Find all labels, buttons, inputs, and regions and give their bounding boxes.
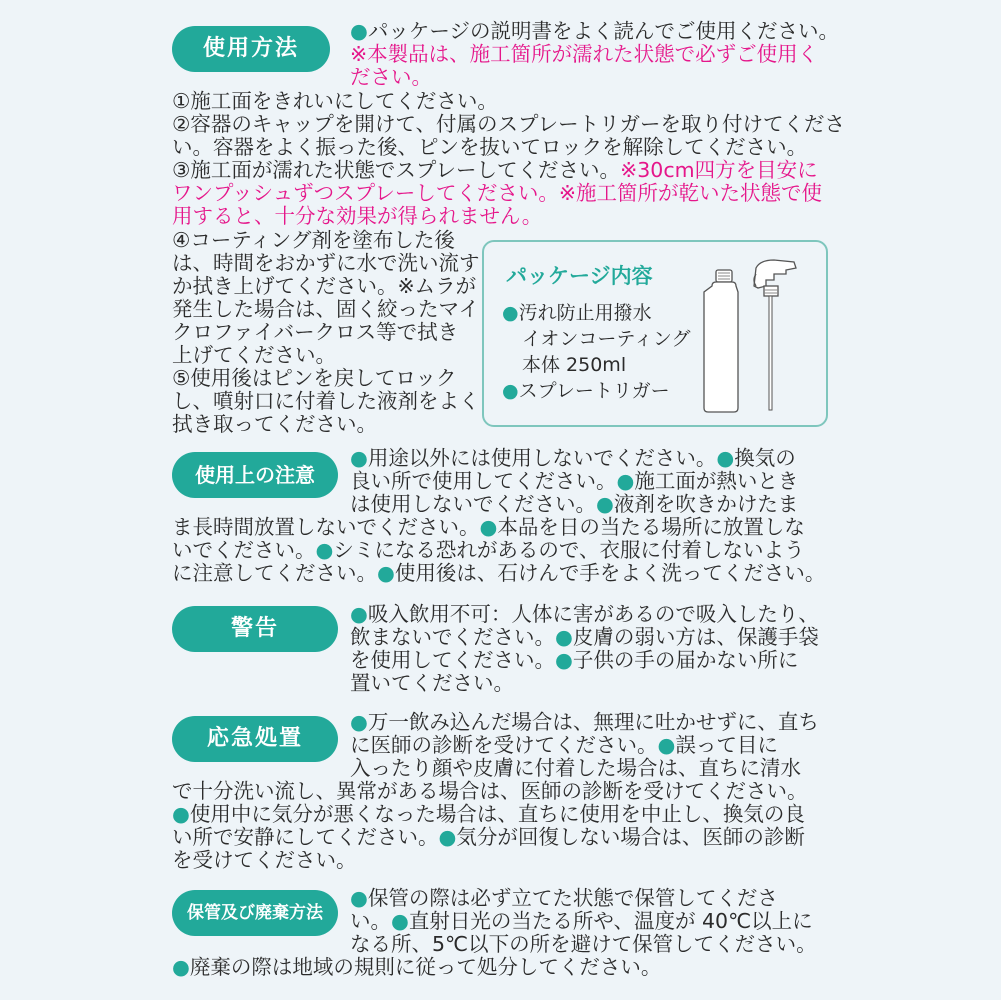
warning-line-2: 飲まないでください。●皮膚の弱い方は、保護手袋 [350, 625, 819, 649]
bullet-icon: ● [438, 825, 457, 849]
usage-step-3c: 用すると、十分な効果が得られません。 [172, 204, 543, 228]
warning-heading: 警告 [172, 606, 338, 652]
first-aid-heading: 応急処置 [172, 716, 338, 762]
first-aid-line-4: で十分洗い流し、異常がある場合は、医師の診断を受けてください。 [172, 779, 808, 803]
cautions-line-1: ●用途以外には使用しないでください。●換気の [350, 446, 796, 470]
usage-step-4c: か拭き上げてください。※ムラが [172, 274, 477, 298]
bullet-icon: ● [350, 19, 368, 43]
bullet-icon: ● [716, 446, 735, 470]
cautions-line-4: ま長時間放置しないでください。●本品を日の当たる場所に放置しな [172, 515, 805, 539]
bullet-icon: ● [315, 538, 334, 562]
bullet-icon: ● [502, 302, 519, 324]
cautions-line-3: は使用しないでください。●液剤を吹きかけたま [350, 492, 799, 516]
bottle-and-sprayer-icon [690, 256, 810, 416]
cautions-line-6: に注意してください。●使用後は、石けんで手をよく洗ってください。 [172, 561, 826, 585]
usage-step-5c: 拭き取ってください。 [172, 412, 377, 436]
package-contents-list [502, 300, 691, 404]
cautions-line-5: いでください。●シミになる恐れがあるので、衣服に付着しないよう [172, 538, 805, 562]
package-contents-title: パッケージ内容 [506, 264, 653, 288]
first-aid-line-5: ●使用中に気分が悪くなった場合は、直ちに使用を中止し、換気の良 [172, 802, 805, 826]
bullet-icon: ● [479, 515, 498, 539]
bullet-icon: ● [502, 380, 519, 402]
bullet-icon: ● [350, 886, 368, 910]
bullet-icon: ● [616, 469, 635, 493]
warning-line-1: ●吸入飲用不可：人体に害があるので吸入したり、 [350, 602, 819, 626]
usage-step-4e: クロファイバークロス等で拭き [172, 320, 459, 344]
usage-step-3b: ワンプッシュずつスプレーしてください。※施工箇所が乾いた状態で使 [172, 181, 823, 205]
bullet-icon: ● [172, 955, 190, 979]
usage-step-4d: 発生した場合は、固く絞ったマイ [172, 297, 480, 321]
storage-line-3: なる所、5℃以下の所を避けて保管してください。 [350, 932, 817, 956]
usage-step-4f: 上げてください。 [172, 343, 336, 367]
first-aid-line-6: い所で安静にしてください。●気分が回復しない場合は、医師の診断 [172, 825, 805, 849]
usage-intro-2b: ださい。 [350, 65, 432, 89]
first-aid-line-7: を受けてください。 [172, 848, 357, 872]
usage-intro-2a: ※本製品は、施工箇所が濡れた状態で必ずご使用く [350, 42, 819, 66]
usage-step-5a: ⑤使用後はピンを戻してロック [172, 366, 457, 390]
usage-step-2a: ②容器のキャップを開けて、付属のスプレートリガーを取り付けてくださ [172, 112, 845, 136]
usage-heading: 使用方法 [172, 26, 330, 72]
package-item-1-line3: 本体 250ml [522, 354, 627, 376]
warning-line-4: 置いてください。 [350, 671, 514, 695]
usage-step-4a: ④コーティング剤を塗布した後 [172, 228, 455, 252]
package-contents-box [482, 240, 828, 427]
bullet-icon: ● [555, 625, 573, 649]
usage-step-2b: い。容器をよく振った後、ピンを抜いてロックを解除してください。 [172, 135, 808, 159]
storage-line-2: い。●直射日光の当たる所や、温度が 40℃以上に [350, 909, 813, 933]
first-aid-line-3: 入ったり顔や皮膚に付着した場合は、直ちに清水 [350, 756, 801, 780]
bullet-icon: ● [350, 710, 368, 734]
first-aid-line-2: に医師の診断を受けてください。●誤って目に [350, 733, 778, 757]
package-item-1: ●汚れ防止用撥水 [502, 302, 652, 324]
first-aid-line-1: ●万一飲み込んだ場合は、無理に吐かせずに、直ち [350, 710, 819, 734]
storage-heading: 保管及び廃棄方法 [172, 890, 338, 936]
usage-step-3a: ③施工面が濡れた状態でスプレーしてください。※30cm四方を目安に [172, 158, 818, 182]
bullet-icon: ● [172, 802, 190, 826]
usage-step-1: ①施工面をきれいにしてください。 [172, 89, 498, 113]
cautions-heading: 使用上の注意 [172, 452, 338, 498]
bullet-icon: ● [555, 648, 573, 672]
package-item-2: ●スプレートリガー [502, 380, 670, 402]
usage-intro-1: ●パッケージの説明書をよく読んでご使用ください。 [350, 19, 839, 43]
bullet-icon: ● [657, 733, 676, 757]
storage-line-1: ●保管の際は必ず立てた状態で保管してくださ [350, 886, 778, 910]
bullet-icon: ● [391, 909, 409, 933]
bullet-icon: ● [596, 492, 614, 516]
bullet-icon: ● [377, 561, 395, 585]
cautions-line-2: 良い所で使用してください。●施工面が熱いとき [350, 469, 799, 493]
bullet-icon: ● [350, 602, 368, 626]
storage-line-4: ●廃棄の際は地域の規則に従って処分してください。 [172, 955, 662, 979]
usage-step-5b: し、噴射口に付着した液剤をよく [172, 389, 480, 413]
warning-line-3: を使用してください。●子供の手の届かない所に [350, 648, 799, 672]
package-item-1-line2: イオンコーティング [522, 328, 691, 350]
usage-step-4b: は、時間をおかずに水で洗い流す [172, 251, 480, 275]
bullet-icon: ● [350, 446, 368, 470]
